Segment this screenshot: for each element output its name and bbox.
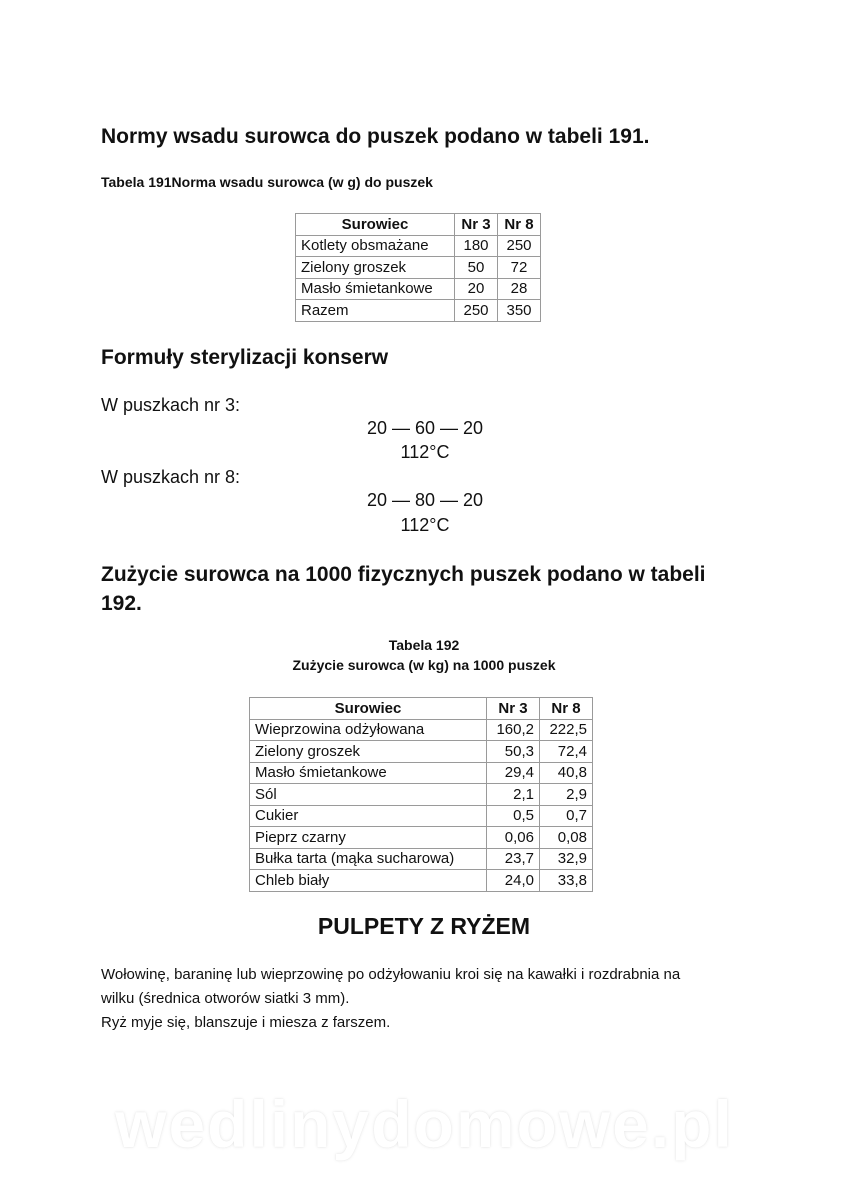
table191 <box>295 213 541 322</box>
recipe-title: PULPETY Z RYŻEM <box>317 913 531 939</box>
table-cell: 250 <box>498 235 541 257</box>
table-row <box>250 741 593 763</box>
section1-heading: Normy wsadu surowca do puszek podano w tabeli 191. <box>101 125 650 148</box>
table-cell: 20 <box>455 278 498 300</box>
section3-heading-line2: 192. <box>101 592 142 615</box>
table-row <box>250 719 593 741</box>
table-cell: 250 <box>455 300 498 322</box>
table-cell: Bułka tarta (mąka sucharowa) <box>250 848 487 870</box>
table-cell: Sól <box>250 784 487 806</box>
table-cell: 72 <box>498 257 541 279</box>
table-cell: 29,4 <box>487 762 540 784</box>
table-row <box>296 278 541 300</box>
table-cell: 160,2 <box>487 719 540 741</box>
recipe-text-line2: wilku (średnica otworów siatki 3 mm). <box>101 990 350 1007</box>
table-row <box>250 805 593 827</box>
table-cell: Wieprzowina odżyłowana <box>250 719 487 741</box>
watermark-text: wedlinydomowe.pl <box>115 1087 734 1161</box>
table-cell: Masło śmietankowe <box>250 762 487 784</box>
column-header: Surowiec <box>296 214 455 236</box>
table-cell: 350 <box>498 300 541 322</box>
table-header-row <box>250 698 593 720</box>
table-cell: Pieprz czarny <box>250 827 487 849</box>
nr3-formula: 20 — 60 — 20 <box>366 418 484 438</box>
nr8-temperature: 112°C <box>400 515 450 535</box>
section3-heading-line1: Zużycie surowca na 1000 fizycznych puszek podano w tabeli <box>101 563 706 586</box>
table-cell: 28 <box>498 278 541 300</box>
table-cell: 0,5 <box>487 805 540 827</box>
table-cell: 72,4 <box>540 741 593 763</box>
table-cell: 0,06 <box>487 827 540 849</box>
table-cell: Masło śmietankowe <box>296 278 455 300</box>
table192-caption-line2: Zużycie surowca (w kg) na 1000 puszek <box>292 657 556 673</box>
table-row <box>296 300 541 322</box>
table192 <box>249 697 593 892</box>
table-cell: 33,8 <box>540 870 593 892</box>
table-cell: 0,7 <box>540 805 593 827</box>
table-cell: 32,9 <box>540 848 593 870</box>
table-row <box>250 870 593 892</box>
table-cell: 24,0 <box>487 870 540 892</box>
table-row <box>296 257 541 279</box>
recipe-text-line1: Wołowinę, baraninę lub wieprzowinę po odżyłowaniu kroi się na kawałki i rozdrabnia na <box>101 966 681 983</box>
column-header: Surowiec <box>250 698 487 720</box>
table-row <box>250 848 593 870</box>
table-cell: Kotlety obsmażane <box>296 235 455 257</box>
table-cell: 40,8 <box>540 762 593 784</box>
table192-caption-line1: Tabela 192 <box>388 637 460 653</box>
table-header-row <box>296 214 541 236</box>
column-header: Nr 3 <box>455 214 498 236</box>
table-row <box>250 762 593 784</box>
table-cell: 180 <box>455 235 498 257</box>
table-cell: Chleb biały <box>250 870 487 892</box>
table-cell: Zielony groszek <box>296 257 455 279</box>
table191-caption: Tabela 191Norma wsadu surowca (w g) do puszek <box>101 174 433 190</box>
nr3-label: W puszkach nr 3: <box>101 395 241 415</box>
table-row <box>250 784 593 806</box>
table-cell: 2,1 <box>487 784 540 806</box>
table-cell: 2,9 <box>540 784 593 806</box>
recipe-text-line3: Ryż myje się, blanszuje i miesza z farszem. <box>101 1014 391 1031</box>
column-header: Nr 3 <box>487 698 540 720</box>
table-cell: 50 <box>455 257 498 279</box>
column-header: Nr 8 <box>540 698 593 720</box>
table-cell: Cukier <box>250 805 487 827</box>
table-cell: 23,7 <box>487 848 540 870</box>
table-cell: 0,08 <box>540 827 593 849</box>
nr3-temperature: 112°C <box>400 442 450 462</box>
table-cell: 222,5 <box>540 719 593 741</box>
column-header: Nr 8 <box>498 214 541 236</box>
table-cell: Razem <box>296 300 455 322</box>
table-row <box>296 235 541 257</box>
nr8-formula: 20 — 80 — 20 <box>366 490 484 510</box>
table-cell: Zielony groszek <box>250 741 487 763</box>
section2-heading: Formuły sterylizacji konserw <box>101 346 389 369</box>
table-row <box>250 827 593 849</box>
nr8-label: W puszkach nr 8: <box>101 467 241 487</box>
table-cell: 50,3 <box>487 741 540 763</box>
